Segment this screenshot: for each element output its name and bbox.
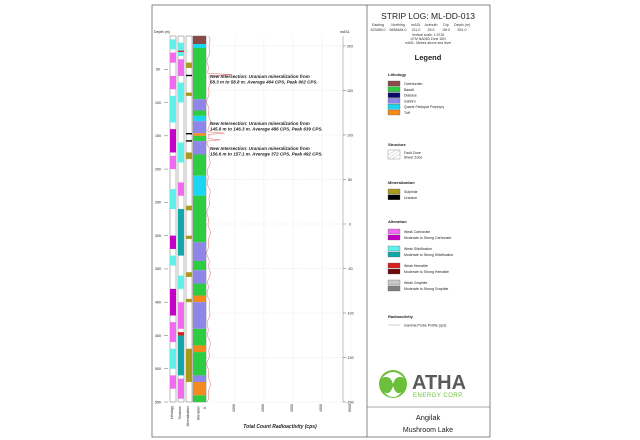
alteration-interval — [170, 236, 176, 249]
collar-value: 551.0 — [457, 28, 467, 32]
sulphide-interval — [186, 63, 192, 68]
alteration-interval — [170, 53, 176, 63]
lithology-interval — [193, 154, 206, 175]
legend-swatch — [388, 235, 400, 240]
scale-note: mASL: Metres above sea level — [405, 41, 451, 45]
alteration-interval — [170, 289, 176, 316]
legend-label: Weak Hematite — [404, 264, 428, 268]
lithology-interval — [193, 44, 206, 48]
collar-header: Dip — [443, 23, 449, 27]
lithology-interval — [193, 121, 206, 133]
silicification-interval — [178, 83, 184, 103]
legend-label: Tuff — [404, 111, 410, 115]
legend-label: Gamma Probe Profile (cps) — [404, 323, 447, 328]
masl-tick-label: 0 — [349, 222, 351, 227]
scale-note: Vertical scale: 1:3718 — [411, 33, 445, 37]
alteration-interval — [170, 189, 176, 209]
lithology-interval — [193, 242, 206, 261]
masl-tick-label: -100 — [346, 311, 354, 316]
uranium-interval — [186, 140, 192, 141]
silicification-interval — [178, 43, 184, 56]
legend-label: Weak Graphite — [404, 281, 428, 285]
legend-label: Quartz Feldspar Porphyry — [404, 105, 445, 110]
legend-label: Moderate to Strong Hematite — [404, 270, 449, 274]
alteration-interval — [170, 39, 176, 49]
collar-header: Depth (m) — [454, 23, 470, 27]
lithology-interval — [193, 116, 206, 121]
depth-tick-label: 550 — [155, 400, 161, 405]
legend-swatch — [388, 98, 400, 103]
legend-label: Gabbro — [404, 99, 416, 104]
legend-label: Fault Zone — [404, 151, 421, 155]
column-label: Lithology — [170, 406, 174, 420]
sulphide-interval — [186, 236, 192, 239]
alteration-interval — [170, 76, 176, 89]
legend-label: Weak Carbonate — [404, 230, 431, 234]
sulphide-interval — [186, 152, 192, 159]
legend-label: Weak Silicification — [404, 247, 433, 251]
masl-tick-label: -200 — [346, 400, 354, 405]
log-column-frame — [186, 36, 192, 402]
alteration-interval — [170, 156, 176, 169]
alteration-interval — [170, 256, 176, 266]
legend-label: Uranium — [404, 195, 418, 200]
legend-swatch — [388, 246, 400, 251]
lithology-interval — [193, 36, 206, 44]
column-label: Structure — [178, 406, 182, 420]
lithology-interval — [193, 345, 206, 352]
lithology-interval — [193, 99, 206, 110]
log-column-frame — [170, 36, 176, 402]
alteration-interval — [170, 96, 176, 123]
depth-tick-label: 450 — [155, 333, 161, 338]
lithology-interval — [193, 176, 206, 196]
silicification-interval — [178, 182, 184, 195]
silicification-interval — [178, 302, 184, 329]
cps-tick-label: 1000 — [232, 404, 236, 412]
legend-heading: Structure — [388, 142, 406, 147]
lithology-interval — [193, 141, 206, 154]
column-label: Mineralization — [186, 406, 190, 427]
legend-swatch — [388, 229, 400, 234]
depth-tick-label: 150 — [155, 134, 161, 139]
alteration-interval — [170, 349, 176, 369]
lithology-interval — [193, 382, 206, 395]
legend-swatch — [388, 286, 400, 291]
legend-label: Moderate to Strong Carbonate — [404, 236, 452, 240]
collar-header: Azimuth — [424, 23, 438, 27]
legend-title: Legend — [414, 53, 442, 62]
scale-note: UTM NAD83 Zone 16N — [410, 37, 446, 41]
legend-heading: Mineralization — [388, 180, 415, 185]
collar-value: 211.0 — [411, 28, 421, 32]
intersection-note: New Intersection: Uranium mineralization from 156.6 m to 157.1 m. Average 372 CPS, Peak 492 CPS. — [210, 146, 323, 157]
cps-tick-label: 2000 — [261, 404, 265, 412]
lithology-interval — [193, 261, 206, 270]
legend-swatch — [388, 93, 400, 98]
legend-label: Moderate to Strong Silicification — [404, 253, 454, 257]
depth-tick-label: 350 — [155, 267, 161, 272]
lithology-interval — [193, 284, 206, 296]
masl-tick-label: 50 — [348, 177, 352, 182]
collar-value: 523985.0 — [370, 28, 386, 32]
column-label: Alteration — [196, 406, 201, 420]
depth-tick-label: 250 — [155, 200, 161, 205]
cps-tick-label: 4000 — [319, 404, 323, 412]
sulphide-interval — [186, 93, 192, 96]
collar-header: Easting — [372, 23, 384, 27]
intersection-note: New Intersection: Uranium mineralization from 58.3 m to 58.8 m. Average 404 CPS, Peak 902 CPS. — [210, 74, 318, 85]
uranium-interval — [186, 133, 192, 134]
legend-label: Diabase — [404, 93, 417, 98]
sulphide-interval — [186, 299, 192, 302]
cps-tick-label: 3000 — [290, 404, 294, 412]
lithology-interval — [193, 296, 206, 303]
masl-tick-label: -150 — [346, 355, 354, 360]
legend-swatch — [388, 252, 400, 257]
legend-label: Basalt — [404, 87, 414, 92]
masl-tick-label: 150 — [347, 88, 353, 93]
depth-tick-label: 50 — [156, 67, 160, 72]
silicification-interval — [178, 209, 184, 256]
depth-tick-label: 400 — [155, 300, 161, 305]
lithology-interval — [193, 270, 206, 283]
masl-axis-label: mASL — [340, 30, 350, 34]
depth-tick-label: 300 — [155, 233, 161, 238]
masl-tick-label: 100 — [347, 133, 353, 138]
lithology-interval — [193, 302, 206, 329]
collar-header: Northing — [391, 23, 405, 27]
silicification-interval — [178, 379, 184, 399]
legend-heading: Lithology — [388, 72, 406, 77]
cps-axis-title: Total Count Radioactivity (cps) — [243, 424, 317, 430]
lithology-interval — [193, 133, 206, 136]
collar-header: mASL — [411, 23, 421, 27]
legend-swatch — [388, 263, 400, 268]
hematite-interval — [178, 51, 184, 52]
lithology-interval — [193, 395, 206, 402]
lithology-interval — [193, 329, 206, 346]
atha-logo — [379, 370, 466, 399]
sulphide-interval — [186, 206, 192, 211]
lithology-interval — [193, 352, 206, 375]
silicification-interval — [178, 335, 184, 375]
hematite-interval — [178, 332, 184, 335]
legend-label: Moderate to Strong Graphite — [404, 287, 449, 291]
legend-label: Shear Zone — [404, 155, 423, 160]
project-name: Angilak — [415, 413, 441, 422]
legend-label: Sulphide — [404, 190, 418, 194]
legend-swatch — [388, 104, 400, 109]
alteration-interval — [170, 322, 176, 342]
masl-tick-label: 200 — [347, 44, 353, 49]
collar-value: -56.0 — [441, 28, 451, 32]
legend-swatch — [388, 195, 400, 200]
legend-heading: Radioactivity — [388, 314, 413, 319]
cps-tick-label: 5000 — [348, 404, 352, 412]
legend-swatch — [388, 110, 400, 115]
depth-tick-label: 500 — [155, 367, 161, 372]
depth-axis-label: Depth (m) — [154, 30, 170, 34]
logo-subtitle: ENERGY CORP. — [413, 393, 465, 399]
intersection-note: New Intersection: Uranium mineralization from 145.8 m to 146.3 m. Average 486 CPS, Peak 639 CPS. — [210, 121, 323, 132]
depth-tick-label: 200 — [155, 167, 161, 172]
legend-swatch — [388, 189, 400, 194]
depth-tick-label: 100 — [155, 100, 161, 105]
silicification-interval — [178, 142, 184, 162]
logo-name: ATHA — [412, 372, 467, 394]
sulphide-interval — [186, 272, 192, 277]
collar-value: 25.0 — [427, 28, 435, 32]
log-title: STRIP LOG: ML-DD-013 — [381, 11, 475, 21]
lithology-interval — [193, 196, 206, 243]
legend-label: Overburden — [404, 82, 423, 86]
lithology-interval — [193, 375, 206, 382]
alteration-interval — [170, 129, 176, 152]
legend-swatch — [388, 269, 400, 274]
lithology-interval — [193, 48, 206, 99]
legend-swatch — [388, 280, 400, 285]
legend-heading: Alteration — [388, 219, 407, 224]
lithology-interval — [193, 136, 206, 141]
uranium-interval — [186, 75, 192, 76]
sulphide-interval — [186, 349, 192, 382]
legend-swatch — [388, 81, 400, 86]
silicification-interval — [178, 276, 184, 289]
silicification-interval — [178, 59, 184, 76]
location-name: Mushroom Lake — [402, 427, 454, 434]
legend-swatch — [388, 87, 400, 92]
cps-tick-label: 0 — [203, 407, 207, 409]
collar-value: 6658484.0 — [389, 28, 407, 32]
masl-tick-label: -50 — [347, 266, 353, 271]
alteration-interval — [170, 375, 176, 388]
lithology-interval — [193, 111, 206, 116]
